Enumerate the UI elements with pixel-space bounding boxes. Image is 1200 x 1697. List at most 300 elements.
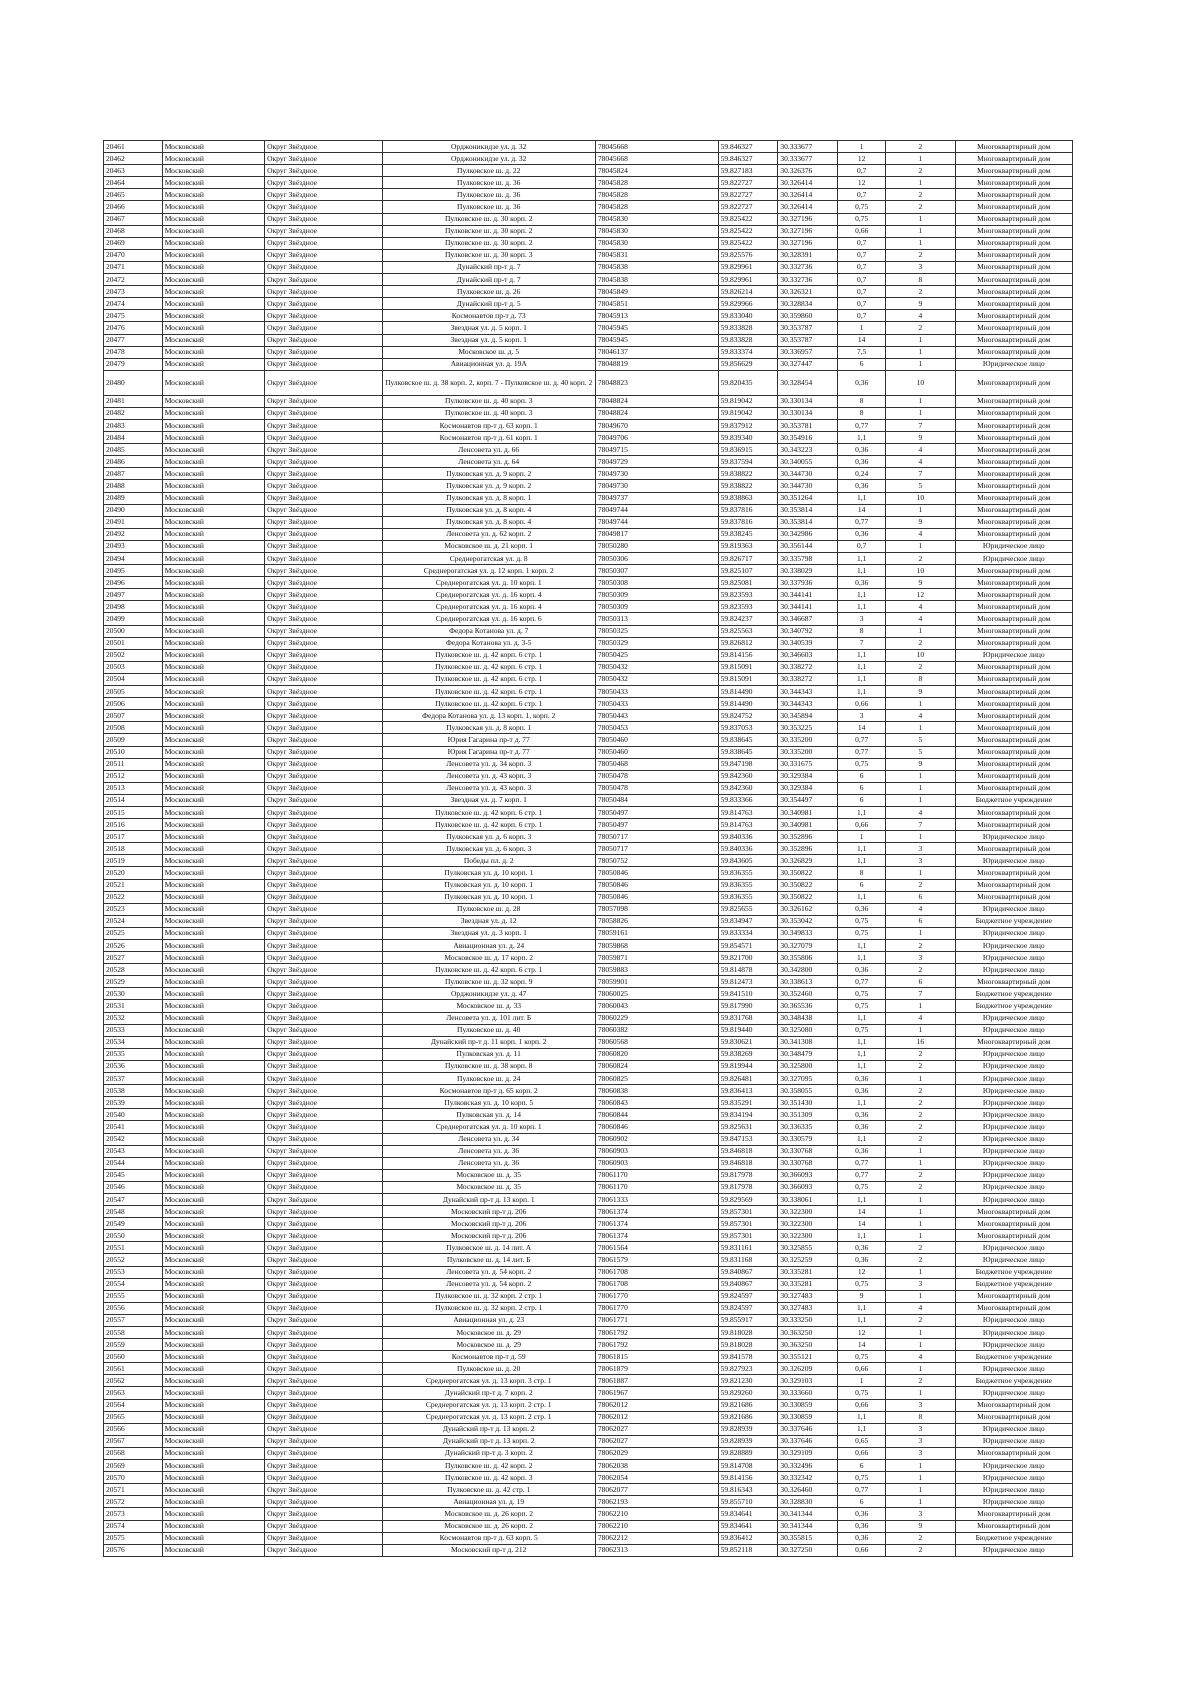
address-cell: Космонавтов пр-т д. 59: [382, 1351, 595, 1363]
address-cell: Пулковское ш. д. 14 лит. А: [382, 1242, 595, 1254]
latitude-cell: 59.838245: [718, 528, 778, 540]
municipal-cell: Округ Звёздное: [265, 419, 382, 431]
table-row: [104, 370, 1073, 395]
table-row: [104, 1290, 1073, 1302]
municipal-cell: Округ Звёздное: [265, 1339, 382, 1351]
district-cell: Московский: [162, 1097, 264, 1109]
count-cell: 12: [886, 589, 955, 601]
longitude-cell: 30.326162: [778, 903, 838, 915]
district-cell: Московский: [162, 1520, 264, 1532]
value-cell: 12: [838, 1327, 886, 1339]
object-type-cell: Многоквартирный дом: [955, 1290, 1072, 1302]
longitude-cell: 30.333677: [778, 141, 838, 153]
municipal-cell: Округ Звёздное: [265, 1520, 382, 1532]
latitude-cell: 59.823593: [718, 601, 778, 613]
table-row: [104, 346, 1073, 358]
address-cell: Пулковское ш. д. 36: [382, 177, 595, 189]
object-type-cell: Юридическое лицо: [955, 903, 1072, 915]
address-cell: Пулковская ул. д. 10 корп. 1: [382, 867, 595, 879]
district-cell: Московский: [162, 444, 264, 456]
table-row: [104, 456, 1073, 468]
row-number: 20473: [104, 286, 163, 298]
longitude-cell: 30.344343: [778, 698, 838, 710]
count-cell: 9: [886, 758, 955, 770]
object-type-cell: Многоквартирный дом: [955, 746, 1072, 758]
row-number: 20554: [104, 1278, 163, 1290]
district-cell: Московский: [162, 286, 264, 298]
code-cell: 78050306: [595, 553, 718, 565]
code-cell: 78062054: [595, 1472, 718, 1484]
municipal-cell: Округ Звёздное: [265, 456, 382, 468]
value-cell: 0,66: [838, 1399, 886, 1411]
count-cell: 1: [886, 794, 955, 806]
address-cell: Пулковское ш. д. 20: [382, 1363, 595, 1375]
table-row: [104, 274, 1073, 286]
longitude-cell: 30.350822: [778, 879, 838, 891]
district-cell: Московский: [162, 346, 264, 358]
count-cell: 2: [886, 322, 955, 334]
object-type-cell: Многоквартирный дом: [955, 189, 1072, 201]
object-type-cell: Многоквартирный дом: [955, 565, 1072, 577]
latitude-cell: 59.815091: [718, 661, 778, 673]
value-cell: 0,36: [838, 370, 886, 395]
object-type-cell: Многоквартирный дом: [955, 201, 1072, 213]
latitude-cell: 59.840336: [718, 831, 778, 843]
table-row: [104, 806, 1073, 818]
municipal-cell: Округ Звёздное: [265, 1314, 382, 1326]
table-row: [104, 444, 1073, 456]
object-type-cell: Юридическое лицо: [955, 855, 1072, 867]
object-type-cell: Юридическое лицо: [955, 940, 1072, 952]
object-type-cell: Многоквартирный дом: [955, 322, 1072, 334]
municipal-cell: Округ Звёздное: [265, 758, 382, 770]
code-cell: 78049730: [595, 468, 718, 480]
row-number: 20553: [104, 1266, 163, 1278]
row-number: 20556: [104, 1302, 163, 1314]
object-type-cell: Многоквартирный дом: [955, 770, 1072, 782]
row-number: 20519: [104, 855, 163, 867]
count-cell: 2: [886, 1242, 955, 1254]
district-cell: Московский: [162, 407, 264, 419]
address-cell: Ленсовета ул. д. 66: [382, 444, 595, 456]
object-type-cell: Многоквартирный дом: [955, 492, 1072, 504]
district-cell: Московский: [162, 577, 264, 589]
object-type-cell: Многоквартирный дом: [955, 1399, 1072, 1411]
value-cell: 0,7: [838, 540, 886, 552]
row-number: 20514: [104, 794, 163, 806]
table-row: [104, 698, 1073, 710]
municipal-cell: Округ Звёздное: [265, 577, 382, 589]
municipal-cell: Округ Звёздное: [265, 1399, 382, 1411]
district-cell: Московский: [162, 432, 264, 444]
object-type-cell: Многоквартирный дом: [955, 213, 1072, 225]
municipal-cell: Округ Звёздное: [265, 1254, 382, 1266]
address-cell: Космонавтов пр-т д. 63 корп. 1: [382, 419, 595, 431]
latitude-cell: 59.836355: [718, 891, 778, 903]
count-cell: 1: [886, 177, 955, 189]
address-cell: Московский пр-т д. 206: [382, 1230, 595, 1242]
value-cell: 1,1: [838, 673, 886, 685]
municipal-cell: Округ Звёздное: [265, 722, 382, 734]
district-cell: Московский: [162, 141, 264, 153]
longitude-cell: 30.366093: [778, 1169, 838, 1181]
value-cell: 0,75: [838, 1024, 886, 1036]
code-cell: 78045830: [595, 225, 718, 237]
value-cell: 0,36: [838, 1085, 886, 1097]
count-cell: 9: [886, 432, 955, 444]
table-row: [104, 1254, 1073, 1266]
latitude-cell: 59.816343: [718, 1484, 778, 1496]
object-type-cell: Многоквартирный дом: [955, 261, 1072, 273]
count-cell: 2: [886, 1532, 955, 1544]
object-type-cell: Юридическое лицо: [955, 1363, 1072, 1375]
latitude-cell: 59.831768: [718, 1012, 778, 1024]
object-type-cell: Бюджетное учреждение: [955, 1278, 1072, 1290]
longitude-cell: 30.340539: [778, 637, 838, 649]
value-cell: 0,36: [838, 1145, 886, 1157]
object-type-cell: Юридическое лицо: [955, 540, 1072, 552]
latitude-cell: 59.842360: [718, 770, 778, 782]
object-type-cell: Многоквартирный дом: [955, 249, 1072, 261]
district-cell: Московский: [162, 1327, 264, 1339]
row-number: 20568: [104, 1447, 163, 1459]
municipal-cell: Округ Звёздное: [265, 1447, 382, 1459]
address-cell: Пулковская ул. д. 10 корп. 1: [382, 879, 595, 891]
address-cell: Среднерогатская ул. д. 16 корп. 4: [382, 589, 595, 601]
municipal-cell: Округ Звёздное: [265, 1073, 382, 1085]
table-row: [104, 201, 1073, 213]
count-cell: 1: [886, 540, 955, 552]
table-body: [104, 141, 1073, 1557]
municipal-cell: Округ Звёздное: [265, 1085, 382, 1097]
object-type-cell: Многоквартирный дом: [955, 806, 1072, 818]
longitude-cell: 30.352896: [778, 831, 838, 843]
count-cell: 4: [886, 601, 955, 613]
district-cell: Московский: [162, 1423, 264, 1435]
table-row: [104, 1181, 1073, 1193]
address-cell: Пулковское ш. д. 14 лит. Б: [382, 1254, 595, 1266]
district-cell: Московский: [162, 1036, 264, 1048]
value-cell: 0,75: [838, 1000, 886, 1012]
longitude-cell: 30.338061: [778, 1193, 838, 1205]
object-type-cell: Юридическое лицо: [955, 1012, 1072, 1024]
address-cell: Пулковская ул. д. 6 корп. 3: [382, 843, 595, 855]
value-cell: 6: [838, 1496, 886, 1508]
municipal-cell: Округ Звёздное: [265, 855, 382, 867]
municipal-cell: Округ Звёздное: [265, 1544, 382, 1556]
district-cell: Московский: [162, 1157, 264, 1169]
row-number: 20566: [104, 1423, 163, 1435]
district-cell: Московский: [162, 1060, 264, 1072]
district-cell: Московский: [162, 528, 264, 540]
table-row: [104, 1508, 1073, 1520]
district-cell: Московский: [162, 952, 264, 964]
table-row: [104, 964, 1073, 976]
value-cell: 7,5: [838, 346, 886, 358]
count-cell: 3: [886, 1447, 955, 1459]
value-cell: 0,77: [838, 1484, 886, 1496]
object-type-cell: Юридическое лицо: [955, 1242, 1072, 1254]
count-cell: 2: [886, 1314, 955, 1326]
row-number: 20555: [104, 1290, 163, 1302]
municipal-cell: Округ Звёздное: [265, 927, 382, 939]
value-cell: 1,1: [838, 952, 886, 964]
table-row: [104, 540, 1073, 552]
district-cell: Московский: [162, 831, 264, 843]
address-cell: Московское ш. д. 35: [382, 1169, 595, 1181]
latitude-cell: 59.840336: [718, 843, 778, 855]
longitude-cell: 30.327095: [778, 1073, 838, 1085]
code-cell: 78050846: [595, 867, 718, 879]
object-type-cell: Многоквартирный дом: [955, 177, 1072, 189]
code-cell: 78061792: [595, 1327, 718, 1339]
row-number: 20530: [104, 988, 163, 1000]
row-number: 20571: [104, 1484, 163, 1496]
table-row: [104, 1375, 1073, 1387]
object-type-cell: Юридическое лицо: [955, 1097, 1072, 1109]
object-type-cell: Многоквартирный дом: [955, 577, 1072, 589]
object-type-cell: Многоквартирный дом: [955, 589, 1072, 601]
count-cell: 1: [886, 927, 955, 939]
municipal-cell: Округ Звёздное: [265, 1242, 382, 1254]
district-cell: Московский: [162, 213, 264, 225]
row-number: 20481: [104, 395, 163, 407]
district-cell: Московский: [162, 661, 264, 673]
address-cell: Ленсовета ул. д. 36: [382, 1145, 595, 1157]
table-row: [104, 565, 1073, 577]
table-row: [104, 673, 1073, 685]
table-row: [104, 782, 1073, 794]
district-cell: Московский: [162, 1169, 264, 1181]
code-cell: 78061887: [595, 1375, 718, 1387]
district-cell: Московский: [162, 964, 264, 976]
object-type-cell: Многоквартирный дом: [955, 298, 1072, 310]
district-cell: Московский: [162, 988, 264, 1000]
district-cell: Московский: [162, 1375, 264, 1387]
municipal-cell: Округ Звёздное: [265, 225, 382, 237]
count-cell: 3: [886, 1399, 955, 1411]
value-cell: 14: [838, 722, 886, 734]
table-row: [104, 734, 1073, 746]
latitude-cell: 59.834194: [718, 1109, 778, 1121]
code-cell: 78045668: [595, 153, 718, 165]
district-cell: Московский: [162, 686, 264, 698]
longitude-cell: 30.327196: [778, 225, 838, 237]
district-cell: Московский: [162, 1121, 264, 1133]
district-cell: Московский: [162, 165, 264, 177]
longitude-cell: 30.322300: [778, 1218, 838, 1230]
longitude-cell: 30.353225: [778, 722, 838, 734]
count-cell: 1: [886, 831, 955, 843]
object-type-cell: Юридическое лицо: [955, 1085, 1072, 1097]
object-type-cell: Многоквартирный дом: [955, 528, 1072, 540]
latitude-cell: 59.819042: [718, 395, 778, 407]
address-cell: Звездная ул. д. 3 корп. 1: [382, 927, 595, 939]
address-cell: Московское ш. д. 21 корп. 1: [382, 540, 595, 552]
district-cell: Московский: [162, 782, 264, 794]
object-type-cell: Юридическое лицо: [955, 1423, 1072, 1435]
value-cell: 0,75: [838, 1387, 886, 1399]
municipal-cell: Округ Звёздное: [265, 1193, 382, 1205]
table-row: [104, 710, 1073, 722]
latitude-cell: 59.847198: [718, 758, 778, 770]
address-cell: Пулковская ул. д. 6 корп. 3: [382, 831, 595, 843]
value-cell: 6: [838, 879, 886, 891]
municipal-cell: Округ Звёздное: [265, 1206, 382, 1218]
municipal-cell: Округ Звёздное: [265, 673, 382, 685]
row-number: 20464: [104, 177, 163, 189]
longitude-cell: 30.354916: [778, 432, 838, 444]
row-number: 20549: [104, 1218, 163, 1230]
latitude-cell: 59.826812: [718, 637, 778, 649]
object-type-cell: Бюджетное учреждение: [955, 1266, 1072, 1278]
longitude-cell: 30.332496: [778, 1460, 838, 1472]
longitude-cell: 30.338029: [778, 565, 838, 577]
municipal-cell: Округ Звёздное: [265, 1411, 382, 1423]
row-number: 20508: [104, 722, 163, 734]
table-row: [104, 213, 1073, 225]
row-number: 20562: [104, 1375, 163, 1387]
code-cell: 78049670: [595, 419, 718, 431]
address-cell: Среднерогатская ул. д. 16 корп. 6: [382, 613, 595, 625]
address-cell: Звездная ул. д. 7 корп. 1: [382, 794, 595, 806]
district-cell: Московский: [162, 1109, 264, 1121]
object-type-cell: Многоквартирный дом: [955, 625, 1072, 637]
code-cell: 78060229: [595, 1012, 718, 1024]
district-cell: Московский: [162, 879, 264, 891]
address-cell: Дунайский пр-т д. 7 корп. 2: [382, 1387, 595, 1399]
district-cell: Московский: [162, 855, 264, 867]
longitude-cell: 30.351430: [778, 1097, 838, 1109]
row-number: 20488: [104, 480, 163, 492]
municipal-cell: Округ Звёздное: [265, 698, 382, 710]
value-cell: 1,1: [838, 1411, 886, 1423]
code-cell: 78060043: [595, 1000, 718, 1012]
longitude-cell: 30.322300: [778, 1230, 838, 1242]
count-cell: 3: [886, 843, 955, 855]
count-cell: 2: [886, 1109, 955, 1121]
latitude-cell: 59.835291: [718, 1097, 778, 1109]
value-cell: 1,1: [838, 1193, 886, 1205]
row-number: 20541: [104, 1121, 163, 1133]
address-cell: Московское ш. д. 17 корп. 2: [382, 952, 595, 964]
code-cell: 78061374: [595, 1206, 718, 1218]
district-cell: Московский: [162, 1254, 264, 1266]
object-type-cell: Многоквартирный дом: [955, 1302, 1072, 1314]
latitude-cell: 59.834947: [718, 915, 778, 927]
object-type-cell: Юридическое лицо: [955, 1157, 1072, 1169]
district-cell: Московский: [162, 1181, 264, 1193]
object-type-cell: Юридическое лицо: [955, 1024, 1072, 1036]
latitude-cell: 59.831161: [718, 1242, 778, 1254]
count-cell: 1: [886, 1363, 955, 1375]
longitude-cell: 30.326460: [778, 1484, 838, 1496]
district-cell: Московский: [162, 976, 264, 988]
code-cell: 78050308: [595, 577, 718, 589]
count-cell: 2: [886, 553, 955, 565]
longitude-cell: 30.327250: [778, 1544, 838, 1556]
municipal-cell: Округ Звёздное: [265, 1302, 382, 1314]
longitude-cell: 30.328830: [778, 1496, 838, 1508]
code-cell: 78050309: [595, 589, 718, 601]
district-cell: Московский: [162, 225, 264, 237]
address-cell: Ленсовета ул. д. 64: [382, 456, 595, 468]
row-number: 20558: [104, 1327, 163, 1339]
row-number: 20537: [104, 1073, 163, 1085]
value-cell: 0,75: [838, 988, 886, 1000]
municipal-cell: Округ Звёздное: [265, 1181, 382, 1193]
municipal-cell: Округ Звёздное: [265, 177, 382, 189]
district-cell: Московский: [162, 1242, 264, 1254]
code-cell: 78061579: [595, 1254, 718, 1266]
row-number: 20535: [104, 1048, 163, 1060]
district-cell: Московский: [162, 334, 264, 346]
row-number: 20483: [104, 419, 163, 431]
row-number: 20507: [104, 710, 163, 722]
district-cell: Московский: [162, 249, 264, 261]
latitude-cell: 59.814763: [718, 806, 778, 818]
object-type-cell: Многоквартирный дом: [955, 976, 1072, 988]
object-type-cell: Бюджетное учреждение: [955, 988, 1072, 1000]
table-row: [104, 249, 1073, 261]
object-type-cell: Юридическое лицо: [955, 1121, 1072, 1133]
latitude-cell: 59.829569: [718, 1193, 778, 1205]
object-type-cell: Юридическое лицо: [955, 952, 1072, 964]
municipal-cell: Округ Звёздное: [265, 395, 382, 407]
object-type-cell: Многоквартирный дом: [955, 722, 1072, 734]
district-cell: Московский: [162, 480, 264, 492]
object-type-cell: Многоквартирный дом: [955, 286, 1072, 298]
district-cell: Московский: [162, 1435, 264, 1447]
municipal-cell: Округ Звёздное: [265, 237, 382, 249]
row-number: 20546: [104, 1181, 163, 1193]
latitude-cell: 59.829260: [718, 1387, 778, 1399]
address-cell: Пулковское ш. д. 22: [382, 165, 595, 177]
count-cell: 1: [886, 225, 955, 237]
row-number: 20506: [104, 698, 163, 710]
count-cell: 9: [886, 577, 955, 589]
count-cell: 4: [886, 456, 955, 468]
row-number: 20461: [104, 141, 163, 153]
table-row: [104, 298, 1073, 310]
object-type-cell: Многоквартирный дом: [955, 1520, 1072, 1532]
row-number: 20525: [104, 927, 163, 939]
longitude-cell: 30.326209: [778, 1363, 838, 1375]
table-row: [104, 1314, 1073, 1326]
value-cell: 0,75: [838, 201, 886, 213]
table-row: [104, 1496, 1073, 1508]
district-cell: Московский: [162, 540, 264, 552]
value-cell: 1,1: [838, 855, 886, 867]
code-cell: 78045849: [595, 286, 718, 298]
count-cell: 1: [886, 1290, 955, 1302]
latitude-cell: 59.814156: [718, 649, 778, 661]
municipal-cell: Округ Звёздное: [265, 1012, 382, 1024]
count-cell: 1: [886, 407, 955, 419]
row-number: 20470: [104, 249, 163, 261]
longitude-cell: 30.353781: [778, 419, 838, 431]
municipal-cell: Округ Звёздное: [265, 1109, 382, 1121]
code-cell: 78061815: [595, 1351, 718, 1363]
longitude-cell: 30.327196: [778, 237, 838, 249]
row-number: 20513: [104, 782, 163, 794]
latitude-cell: 59.825563: [718, 625, 778, 637]
longitude-cell: 30.326414: [778, 201, 838, 213]
latitude-cell: 59.836915: [718, 444, 778, 456]
value-cell: 0,75: [838, 1351, 886, 1363]
value-cell: 0,66: [838, 225, 886, 237]
row-number: 20499: [104, 613, 163, 625]
